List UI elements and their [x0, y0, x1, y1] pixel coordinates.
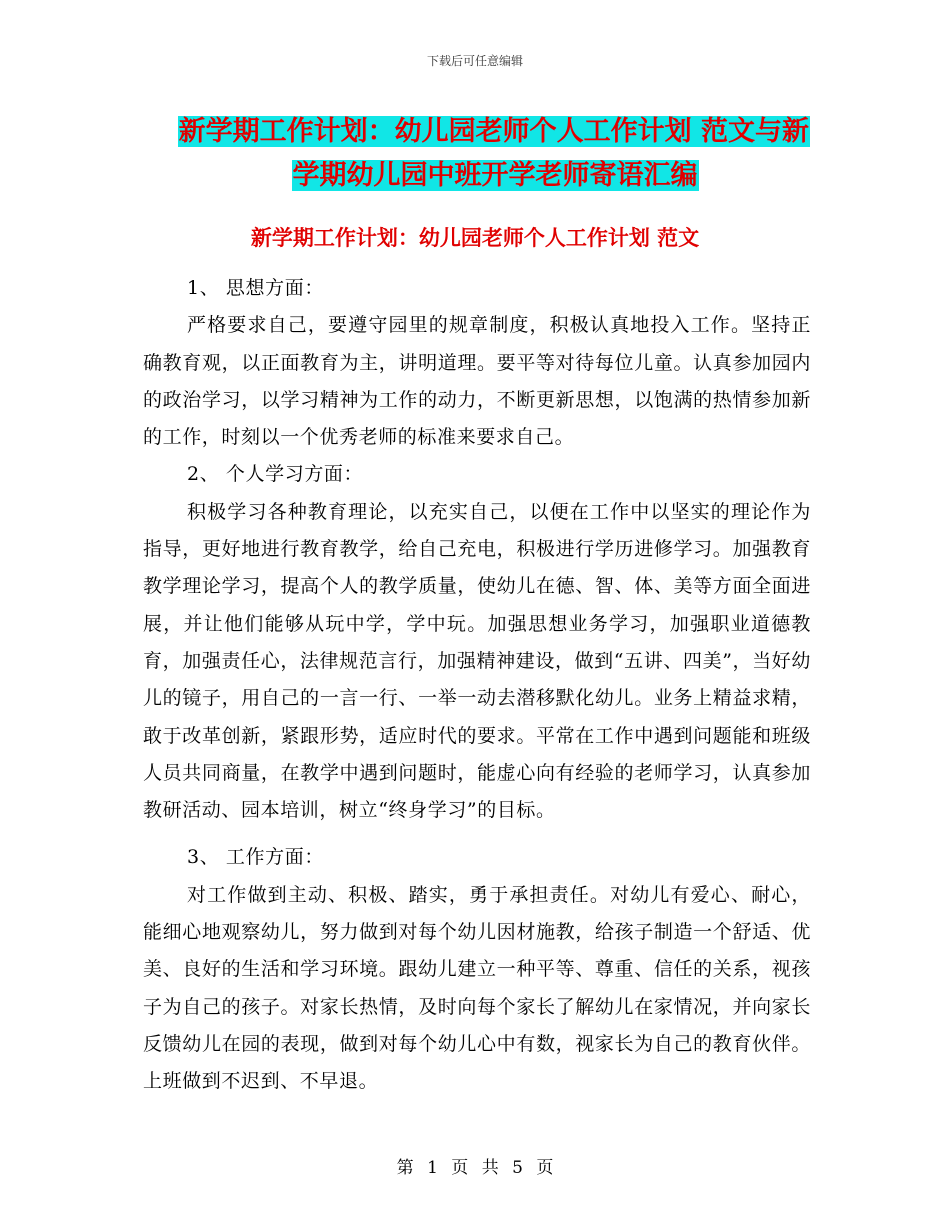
section-paragraph-2: 积极学习各种教育理论，以充实自己，以便在工作中以坚实的理论作为指导，更好地进行教育教学，给自己充电，积极进行学历进修学习。加强教育教学理论学习，提高个人的教学质量，使幼儿在德、智、体、美等方面全面进展，并让他们能够从玩中学，学中玩。加强思想业务学习，加强职业道德教育，加强责任心，法律规范言行，加强精神建设，做到“五讲、四美”，当好幼儿的镜子，用自己的一言一行、一举一动去潜移默化幼儿。业务上精益求精，敢于改革创新，紧跟形势，适应时代的要求。平常在工作中遇到问题能和班级人员共同商量，在教学中遇到问题时，能虚心向有经验的老师学习，认真参加教研活动、园本培训，树立“终身学习”的目标。	[143, 500, 811, 822]
section-heading-2: 2、 个人学习方面：	[187, 463, 364, 486]
main-title-line-2: 学期幼儿园中班开学老师寄语汇编	[292, 160, 698, 191]
footer-prefix: 第	[396, 1158, 414, 1178]
section-paragraph-1: 严格要求自己，要遵守园里的规章制度，积极认真地投入工作。坚持正确教育观，以正面教育为主，讲明道理。要平等对待每位儿童。认真参加园内的政治学习，以学习精神为工作的动力，不断更新思想，以饱满的热情参加新的工作，时刻以一个优秀老师的标准来要求自己。	[143, 314, 811, 449]
document-body	[143, 270, 811, 1101]
section-paragraph-3: 对工作做到主动、积极、踏实，勇于承担责任。对幼儿有爱心、耐心，能细心地观察幼儿，努力做到对每个幼儿因材施教，给孩子制造一个舒适、优美、良好的生活和学习环境。跟幼儿建立一种平等、尊重、信任的关系，视孩子为自己的孩子。对家长热情，及时向每个家长了解幼儿在家情况，并向家长反馈幼儿在园的表现，做到对每个幼儿心中有数，视家长为自己的教育伙伴。上班做到不迟到、不早退。	[143, 883, 811, 1093]
section-heading-3: 3、 工作方面：	[187, 846, 324, 869]
section-heading-1: 1、 思想方面：	[187, 277, 324, 299]
main-title	[150, 110, 850, 198]
footer-total-word: 页	[536, 1158, 554, 1178]
header-note: 下载后可任意编辑	[426, 54, 523, 68]
main-title-line-1: 新学期工作计划：幼儿园老师个人工作计划 范文与新	[178, 116, 809, 147]
footer-total-pages: 5	[512, 1158, 523, 1178]
footer-page-word: 页	[451, 1158, 469, 1178]
footer-total-prefix: 共	[481, 1158, 499, 1178]
page-footer	[0, 1153, 950, 1178]
footer-page-number: 1	[427, 1158, 438, 1178]
section-title: 新学期工作计划：幼儿园老师个人工作计划 范文	[250, 226, 700, 250]
